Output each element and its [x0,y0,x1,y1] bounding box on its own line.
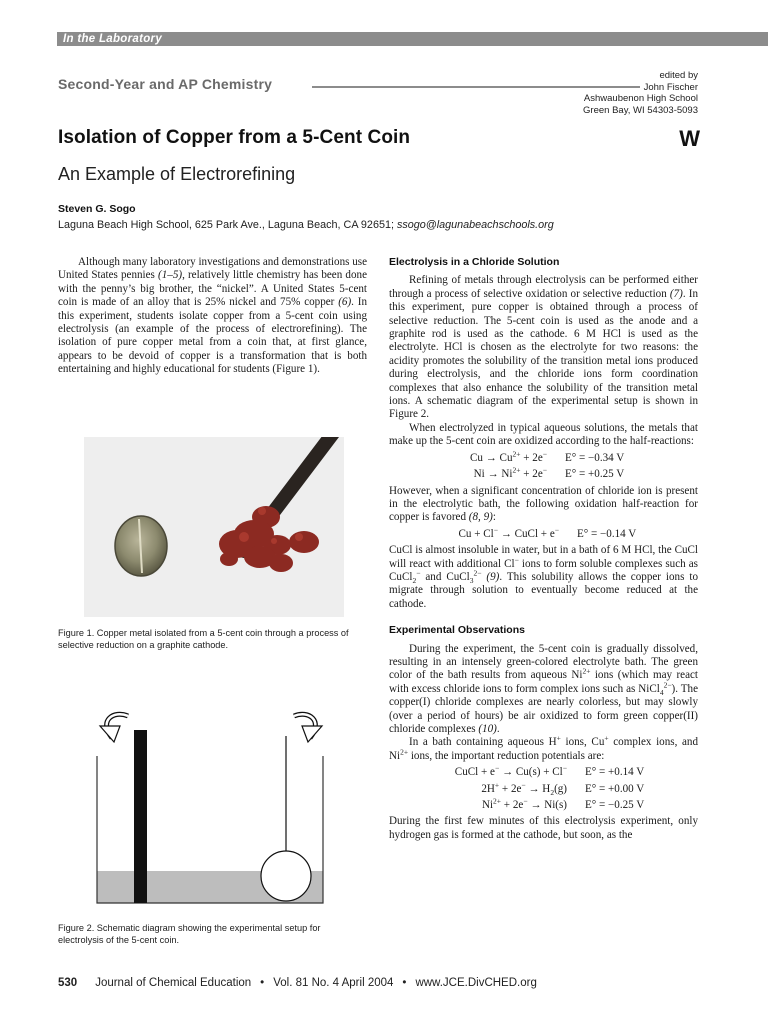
equation-ni-reduction: $Ni^{2+} + 2e^- \to Ni(s) E^\circ = -0.25$ V [481,796,645,812]
equation-ni-oxidation: $Ni \to Ni^{2+} + 2e^-$ E° = +0.25 V [473,465,625,481]
author-name: Steven G. Sogo [58,203,136,215]
figure-2-caption: Figure 2. Schematic diagram showing the experimental setup for electrolysis of the 5-cent coin. [58,923,321,945]
header-bar-label: In the Laboratory [63,33,163,45]
paragraph: Refining of metals through electrolysis can be performed either through a process of selective oxidation or selective reduction (7). In this experiment, pure copper is obtained through a process of selective reduction. The 5-cent coin is used as the anode and a graphite rod is used as the cathode. 6 M HCl is used as the electrolyte. HCl is chosen as the electrolyte for two reasons: the acidity promotes the solubility of the transition metal ions produced during electrolysis, and the chloride ions form coordination complexes that also enhance the solubility of the transition metal ions. A schematic diagram of the experimental setup is shown in Figure 2. [389,274,699,421]
right-column [389,256,698,842]
heading-observations: Experimental Observations [389,624,525,637]
equation-cucl-reduction: CuCl + e− → Cu(s) + Cl− E° = +0.14 V [454,763,645,779]
citation[interactable]: (1–5) [158,269,183,282]
electrolysis-schematic [86,708,342,906]
article-subtitle: An Example of Electrorefining [58,164,296,184]
equation-cucl-formation: Cu + Cl− → CuCl + e− E° = −0.14 V [458,525,637,540]
paragraph: During the experiment, the 5-cent coin is gradually dissolved, resulting in an intensely green-colored electrolyte bath. The green color of the bath results from aqueous $Ni^{2+}$ ions (which may react with excess chloride ions to form complex ions such as NiCl$_4^{2-}$). The copper(I) chloride complexes are nearly colorless, but may slowly (over a period of hours) be air oxidized to form green copper(II) chloride complexes (10). [389,642,698,735]
copper-photo-illustration [84,437,344,617]
page-footer [58,977,537,989]
editor-line: edited by [659,70,698,81]
equation-cu-oxidation: $Cu \to Cu^{2+} + 2e^-$ E° = −0.34 V [469,449,625,464]
paragraph: In a bath containing aqueous H+ ions, Cu+ complex ions, and $Ni^{2+}$ ions, the important reduction potentials are: [389,733,699,762]
citation[interactable]: (6) [338,296,352,309]
figure-1-caption: Figure 1. Copper metal isolated from a 5-cent coin through a process of selective reduction on a graphite cathode. [58,628,349,650]
paragraph: When electrolyzed in typical aqueous solutions, the metals that make up the 5-cent coin are oxidized according to the half-reactions: [389,421,698,448]
page-number: 530 [58,977,78,989]
citation[interactable]: (9) [481,570,500,583]
affiliation-text: Laguna Beach High School, 625 Park Ave., Laguna Beach, CA 92651; [58,219,397,231]
equation-h2-reduction: $2H^+ + 2e^- \to H_2(g) E^\circ = +0.00$ V [481,779,645,797]
header-bar [57,32,768,46]
editor-address: Green Bay, WI 54303-5093 [583,104,698,116]
citation[interactable]: (7) [669,287,683,300]
journal-name: Journal of Chemical Education [95,977,252,989]
separator: • [260,977,265,989]
figure-1-photo [84,437,344,617]
journal-volume: Vol. 81 No. 4 April 2004 [273,977,394,989]
figure-2-diagram [86,708,342,906]
citation[interactable]: (10) [478,723,497,735]
heading-electrolysis: Electrolysis in a Chloride Solution [389,256,560,268]
citation[interactable]: (8, 9) [468,511,493,524]
author-affiliation [58,219,554,231]
editor-block [583,70,698,116]
section-title: Second-Year and AP Chemistry [58,76,273,92]
graphite-cathode [134,730,147,903]
paragraph: During the first few minutes of this electrolysis experiment, only hydrogen gas is formed at the cathode, but soon, as the [389,815,698,841]
editor-name: John Fischer [643,81,698,93]
editor-school: Ashwaubenon High School [583,93,698,104]
journal-url[interactable]: www.JCE.DivCHED.org [415,977,537,989]
web-supplement-icon: W [679,126,697,151]
article-title: Isolation of Copper from a 5-Cent Coin [58,127,411,148]
intro-paragraph: Although many laboratory investigations and demonstrations use United States pennies (1–5), relatively little chemistry has been done with the penny’s big brother, the “nickel”. A United States 5-cent coin is made of an alloy that is 25% nickel and 75% copper (6). In this experiment, students isolate copper from a 5-cent coin using electrolysis (an example of the process of electrorefining). The isolation of pure copper metal from a coin that, at first glance, appears to be devoid of copper is a transformation that is both entertaining and highly educational for students (Figure 1). [58,256,368,376]
left-column [58,256,367,377]
separator: • [402,977,407,989]
paragraph: CuCl is almost insoluble in water, but in a bath of 6 M HCl, the CuCl will react with additional Cl− ions to form soluble complexes such as CuCl$_2$− and CuCl$_3^{2-}$ (9). This solubility allows the copper ions to migrate through solution to eventually become reduced at the cathode. [389,544,698,610]
paragraph: However, when a significant concentration of chloride ion is present in the electrolytic bath, the following oxidation half-reaction for copper is favored (8, 9): [389,484,698,524]
coin-anode [261,851,311,901]
author-email[interactable]: ssogo@lagunabeachschools.org [396,219,554,231]
